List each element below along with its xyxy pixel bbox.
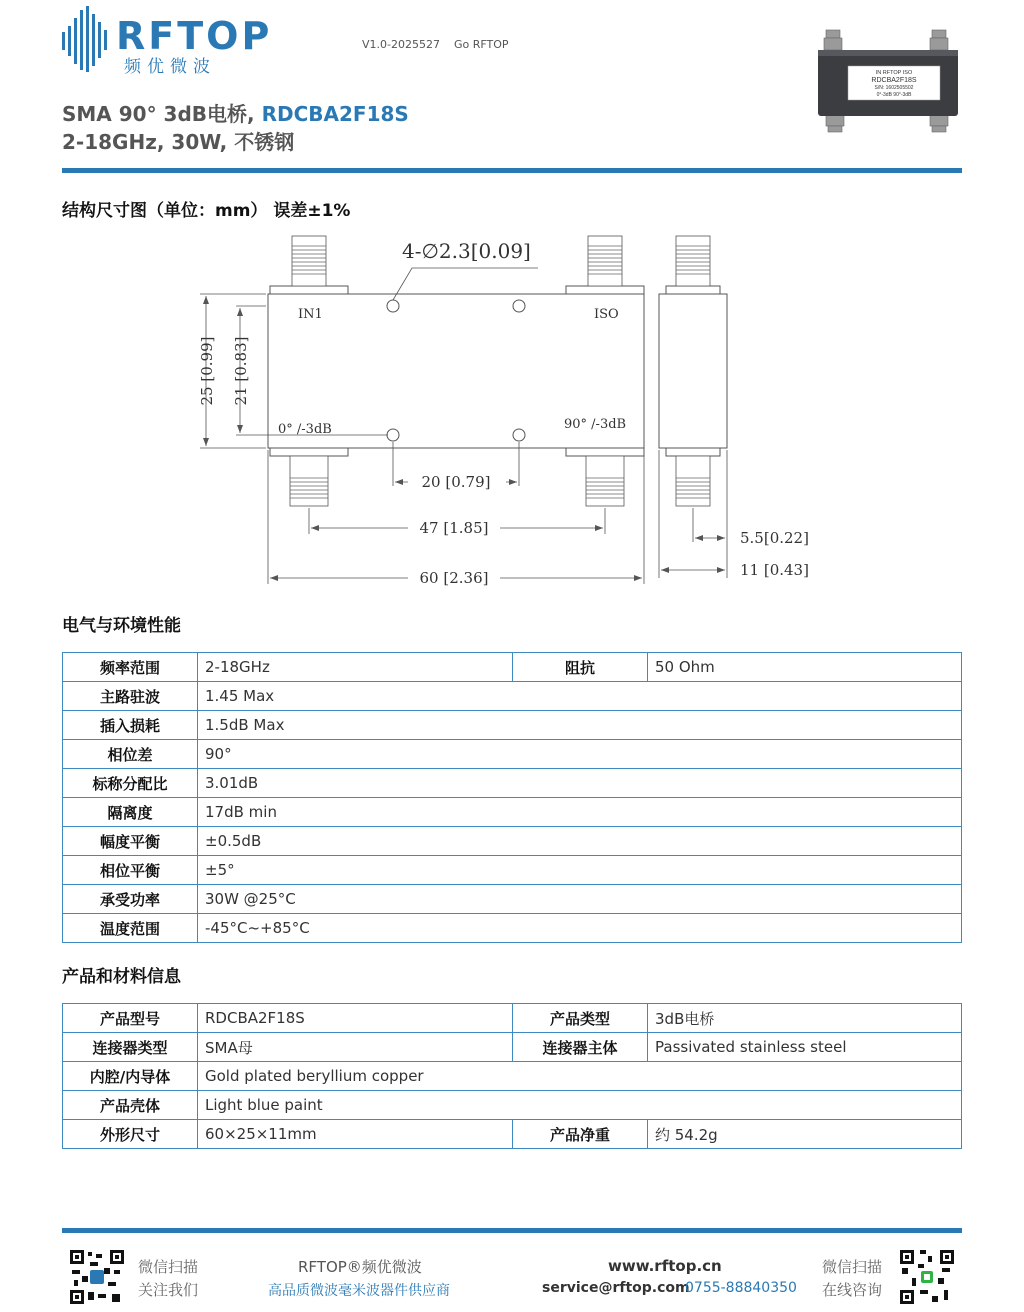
table-row xyxy=(63,769,962,798)
footer-slogan: 高品质微波毫米波器件供应商 xyxy=(268,1283,450,1299)
port-label-90deg: 90° /-3dB xyxy=(564,417,627,432)
logo-wordmark: RFTOP xyxy=(116,14,273,58)
table-row xyxy=(63,1062,962,1091)
connector-iso xyxy=(588,236,622,286)
footer-website[interactable]: www.rftop.cn xyxy=(608,1257,722,1275)
connector-90deg xyxy=(586,456,624,506)
product-photo xyxy=(812,28,962,134)
info-value: SMA母 xyxy=(198,1033,513,1062)
info-value: 60×25×11mm xyxy=(198,1120,513,1149)
table-row xyxy=(63,856,962,885)
dim-height-outer: 25 [0.99] xyxy=(198,336,216,406)
footer-wechat-scan-2: 微信扫描 xyxy=(822,1258,883,1276)
mount-hole-3 xyxy=(387,429,399,441)
electrical-heading: 电气与环境性能 xyxy=(62,616,181,636)
dim-side-offset: 5.5[0.22] xyxy=(740,529,809,547)
spec-label: 承受功率 xyxy=(63,885,198,914)
spec-label: 温度范围 xyxy=(63,914,198,943)
spec-value: 2-18GHz xyxy=(198,653,513,682)
logo-wave-icon xyxy=(62,6,112,72)
wechat-follow-qr-icon[interactable] xyxy=(68,1248,126,1306)
electrical-spec-table xyxy=(62,652,962,943)
materials-table xyxy=(62,1003,962,1149)
connector-side-top xyxy=(676,236,710,286)
table-row xyxy=(63,1091,962,1120)
spec-value: ±5° xyxy=(198,856,962,885)
logo-chinese-name: 频优微波 xyxy=(124,57,216,77)
footer-phone[interactable]: 0755-88840350 xyxy=(685,1280,797,1296)
spec-value: 30W @25°C xyxy=(198,885,962,914)
mount-hole-2 xyxy=(513,300,525,312)
spec-label: 幅度平衡 xyxy=(63,827,198,856)
port-label-0deg: 0° /-3dB xyxy=(278,422,332,437)
spec-label: 隔离度 xyxy=(63,798,198,827)
dimension-drawing xyxy=(190,228,840,598)
info-value: 约 54.2g xyxy=(648,1120,962,1149)
spec-label: 频率范围 xyxy=(63,653,198,682)
info-value: Passivated stainless steel xyxy=(648,1033,962,1062)
photo-label-line2: RDCBA2F18S xyxy=(871,77,917,84)
photo-label-line3: S/N: 1602505502 xyxy=(874,85,914,91)
wechat-consult-qr-icon[interactable] xyxy=(898,1248,956,1306)
footer-email[interactable]: service@rftop.com xyxy=(542,1280,690,1296)
brand-link[interactable]: Go RFTOP xyxy=(453,38,509,51)
spec-label: 主路驻波 xyxy=(63,682,198,711)
doc-version-line xyxy=(362,38,509,51)
dim-hole-spacing: 20 [0.79] xyxy=(421,473,491,491)
info-value: RDCBA2F18S xyxy=(198,1004,513,1033)
spec-value: 3.01dB xyxy=(198,769,962,798)
spec-label: 标称分配比 xyxy=(63,769,198,798)
info-label: 产品净重 xyxy=(513,1120,648,1149)
dim-length: 60 [2.36] xyxy=(419,569,489,587)
info-value: Light blue paint xyxy=(198,1091,962,1120)
dim-port-spacing: 47 [1.85] xyxy=(419,519,489,537)
photo-label-line4: 0°-3dB 90°-3dB xyxy=(876,92,912,98)
spec-label: 相位差 xyxy=(63,740,198,769)
info-label: 内腔/内导体 xyxy=(63,1062,198,1091)
info-value: 3dB电桥 xyxy=(648,1004,962,1033)
table-row xyxy=(63,914,962,943)
connector-0deg xyxy=(290,456,328,506)
dim-thickness: 11 [0.43] xyxy=(740,561,809,579)
product-title xyxy=(62,98,409,127)
table-row xyxy=(63,653,962,682)
product-title-prefix: SMA 90° 3dB电桥, xyxy=(62,102,262,126)
spec-label: 插入损耗 xyxy=(63,711,198,740)
spec-value: -45°C~+85°C xyxy=(198,914,962,943)
info-label: 产品壳体 xyxy=(63,1091,198,1120)
table-row xyxy=(63,1033,962,1062)
spec-value: 1.5dB Max xyxy=(198,711,962,740)
spec-value: 17dB min xyxy=(198,798,962,827)
spec-value: ±0.5dB xyxy=(198,827,962,856)
side-view-outline xyxy=(659,294,727,448)
table-row xyxy=(63,740,962,769)
spec-value: 50 Ohm xyxy=(648,653,962,682)
part-number: RDCBA2F18S xyxy=(261,102,409,126)
spec-label: 相位平衡 xyxy=(63,856,198,885)
mount-hole-4 xyxy=(513,429,525,441)
footer-online-consult: 在线咨询 xyxy=(822,1281,883,1299)
table-row xyxy=(63,1120,962,1149)
footer-company: RFTOP®频优微波 xyxy=(298,1258,422,1276)
product-subtitle: 2-18GHz, 30W, 不锈钢 xyxy=(62,130,295,154)
spec-label: 阻抗 xyxy=(513,653,648,682)
table-row xyxy=(63,827,962,856)
photo-label-line1: IN RFTOP ISO xyxy=(875,70,913,76)
info-label: 外形尺寸 xyxy=(63,1120,198,1149)
doc-version: V1.0-2025527 xyxy=(362,38,440,51)
connector-in1 xyxy=(292,236,326,286)
table-row xyxy=(63,711,962,740)
info-label: 连接器类型 xyxy=(63,1033,198,1062)
table-row xyxy=(63,1004,962,1033)
info-label: 产品型号 xyxy=(63,1004,198,1033)
dim-height-inner: 21 [0.83] xyxy=(232,336,250,406)
info-label: 产品类型 xyxy=(513,1004,648,1033)
footer-divider xyxy=(62,1228,962,1233)
table-row xyxy=(63,682,962,711)
header-divider xyxy=(62,168,962,173)
hole-spec-label: 4-∅2.3[0.09] xyxy=(402,239,531,263)
port-label-iso: ISO xyxy=(594,307,619,322)
port-label-in1: IN1 xyxy=(298,307,323,322)
footer-follow-us: 关注我们 xyxy=(138,1281,199,1299)
connector-side-bottom xyxy=(676,456,710,506)
info-label: 连接器主体 xyxy=(513,1033,648,1062)
spec-value: 1.45 Max xyxy=(198,682,962,711)
spec-value: 90° xyxy=(198,740,962,769)
table-row xyxy=(63,885,962,914)
table-row xyxy=(63,798,962,827)
info-value: Gold plated beryllium copper xyxy=(198,1062,962,1091)
materials-heading: 产品和材料信息 xyxy=(62,967,181,987)
mount-hole-1 xyxy=(387,300,399,312)
company-logo xyxy=(62,6,273,77)
drawing-heading: 结构尺寸图（单位：mm） 误差±1% xyxy=(62,201,351,221)
footer-wechat-scan: 微信扫描 xyxy=(138,1258,199,1276)
